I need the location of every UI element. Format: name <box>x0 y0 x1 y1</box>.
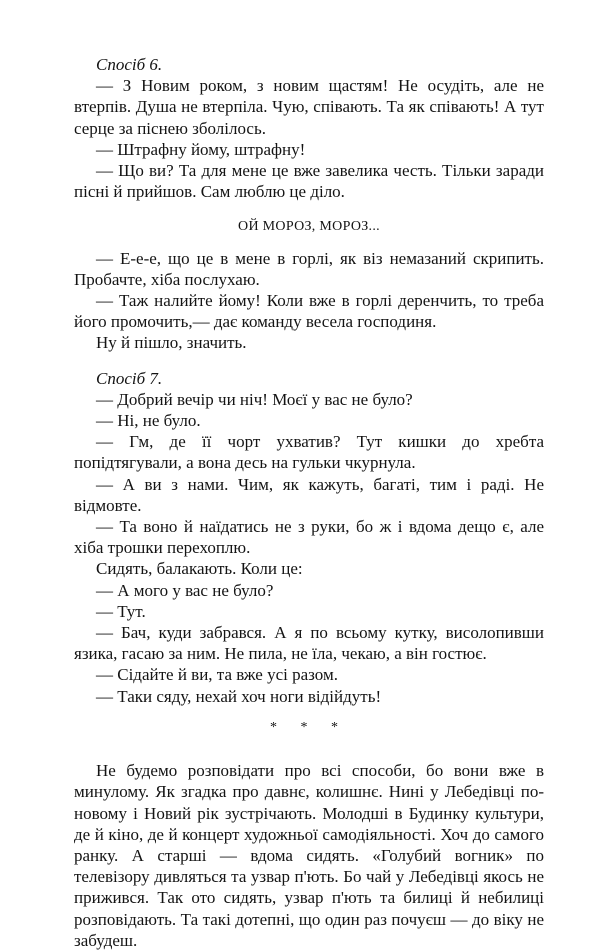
spacer <box>74 354 544 368</box>
paragraph: — Ні, не було. <box>96 411 201 431</box>
book-page <box>74 54 544 951</box>
paragraph: — Тут. <box>96 601 146 621</box>
closing-paragraph: Не будемо розповідати про всі способи, бо вони вже в минулому. Як згадка про давнє, колишнє. Нині у Лебедівці по-новому і Новий рік зустрічають. Молодші в Будинку культури, де й кіно, де й концерт художньої самодіяльності. Хоч до самого ранку. А старші — вдома сидять. «Голубий вогник» по телевізору дивляться та узвар п'ють. Бо чай у Лебедівці якось не прижився. Так ото сидять, узвар п'ють та билиці й небилиці розповідають. Та такі дотепні, що один раз почуєш — до віку не забудеш. <box>74 761 544 950</box>
paragraph: — А ви з нами. Чим, як кажуть, багаті, тим і раді. Не відмовте. <box>74 474 544 515</box>
paragraph: — Сідайте й ви, та вже усі разом. <box>96 665 338 685</box>
paragraph: — Бач, куди забрався. А я по всьому кутку, висолопивши язика, гасаю за ним. Не пила, не їла, чекаю, а він гостює. <box>74 623 544 664</box>
paragraph: — Добрий вечір чи ніч! Моєї у вас не було? <box>96 389 413 409</box>
paragraph: — З Новим роком, з новим щастям! Не осудіть, але не втерпів. Душа не втерпіла. Чую, співають. Та як співають! А тут серце за піснею зболілось. <box>74 76 544 138</box>
paragraph: — Таж налийте йому! Коли вже в горлі деренчить, то треба його промочить,— дає команду весела господиня. <box>74 291 544 332</box>
paragraph: — Таки сяду, нехай хоч ноги відійдуть! <box>96 686 382 706</box>
paragraph: — Та воно й наїдатись не з руки, бо ж і вдома дещо є, але хіба трошки перехоплю. <box>74 517 544 558</box>
paragraph: — Е-е-е, що це в мене в горлі, як віз немазаний скрипить. Пробачте, хіба послухаю. <box>74 248 544 289</box>
spacer <box>74 202 544 216</box>
section-6-heading: Спосіб 6. <box>96 55 163 74</box>
paragraph: — Гм, де її чорт ухватив? Тут кишки до хребта попідтягували, а вона десь на гульки чкурнула. <box>74 432 544 473</box>
paragraph: — Штрафну йому, штрафну! <box>96 139 306 159</box>
paragraph: Ну й пішло, значить. <box>96 333 247 353</box>
section-7-heading: Спосіб 7. <box>96 368 163 388</box>
section-separator: * * * <box>270 719 348 735</box>
spacer <box>74 238 544 248</box>
paragraph: Сидять, балакають. Коли це: <box>96 559 303 579</box>
spacer <box>74 738 544 760</box>
paragraph: — Що ви? Та для мене це вже завелика честь. Тільки заради пісні й прийшов. Сам люблю це діло. <box>74 161 544 202</box>
spacer <box>74 707 544 717</box>
paragraph: — А мого у вас не було? <box>96 580 274 600</box>
section-title: ОЙ МОРОЗ, МОРОЗ... <box>238 219 380 235</box>
